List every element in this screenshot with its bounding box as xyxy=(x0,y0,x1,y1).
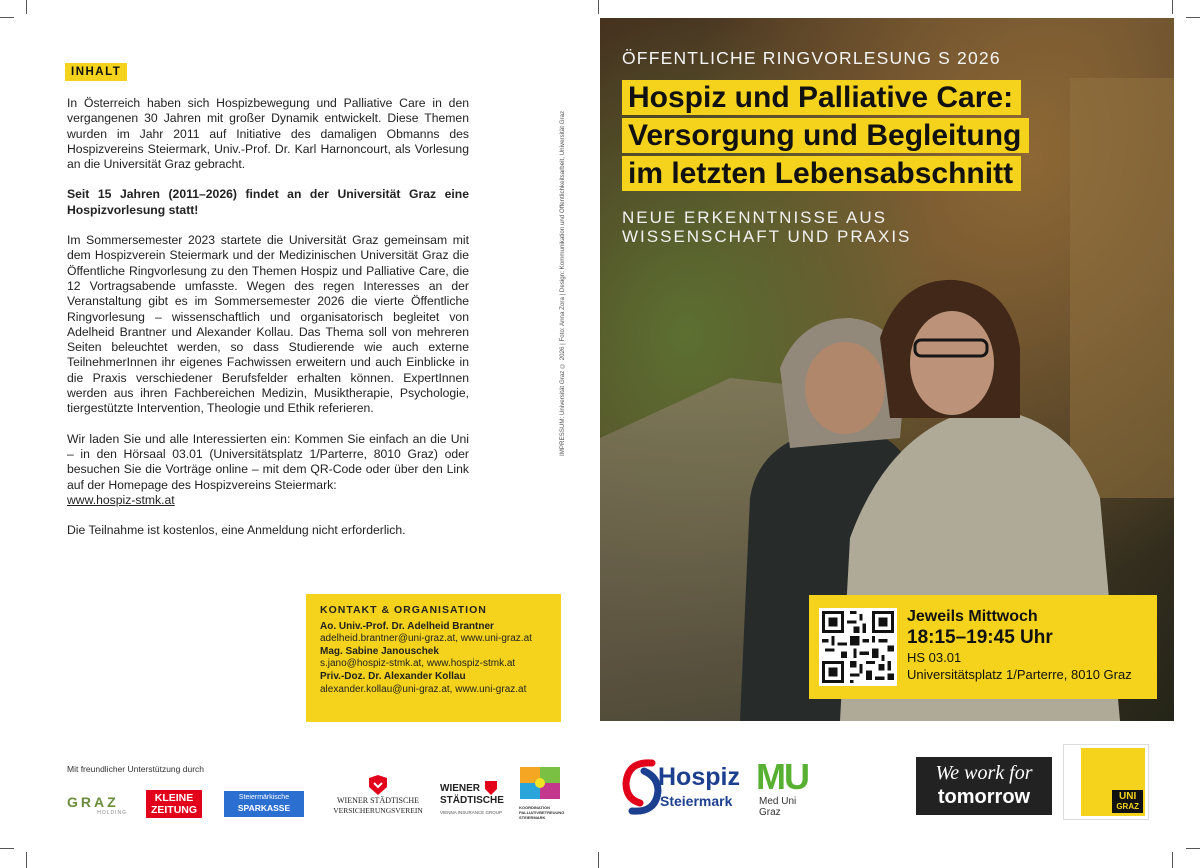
crop-mark xyxy=(1186,848,1200,849)
contact-detail: alexander.kollau@uni-graz.at, www.uni-graz.at xyxy=(320,683,527,695)
ws-versicherungsverein-logo xyxy=(318,774,438,822)
we-work-for-tomorrow-logo xyxy=(916,757,1052,815)
ws-emblem-icon xyxy=(367,774,389,796)
subhead-line-1: NEUE ERKENNTNISSE AUS xyxy=(622,208,887,227)
schedule-time: 18:15–19:45 Uhr xyxy=(907,627,1053,648)
meduni-graz-logo xyxy=(756,758,828,820)
paragraph-intro: In Österreich haben sich Hospizbewegung und Palliative Care in den vergangenen 30 Jahren mit großer Dynamik entwickelt. Diese Themen wurden im Jahr 2011 auf Initiative des damaligen Obmanns des Hospizvereins Steiermark, Univ.-Prof. Dr. Karl Harnoncourt, als Vorlesung an die Universität Graz gebracht. xyxy=(67,96,469,172)
contact-detail: s.jano@hospiz-stmk.at, www.hospiz-stmk.at xyxy=(320,658,516,670)
hospiz-emblem-icon xyxy=(622,757,662,817)
headline-line-2: Versorgung und Begleitung xyxy=(622,118,1029,153)
uni-text: UNI xyxy=(1119,791,1137,802)
kpv-line-3: STEIERMARK xyxy=(519,815,546,820)
crop-mark xyxy=(1172,0,1173,14)
hospiz-link[interactable]: www.hospiz-stmk.at xyxy=(67,492,175,507)
ws-shield-icon xyxy=(484,780,498,796)
meduni-city: Graz xyxy=(759,807,781,818)
crop-mark xyxy=(1172,852,1173,868)
contact-title: KONTAKT & ORGANISATION xyxy=(320,604,487,616)
puzzle-icon xyxy=(519,766,561,800)
hospiz-region: Steiermark xyxy=(660,793,733,809)
schedule-box xyxy=(809,595,1157,699)
contact-name: Mag. Sabine Janouschek xyxy=(320,645,439,657)
palliativ-koordination-logo xyxy=(519,766,565,822)
support-label: Mit freundlicher Unterstützung durch xyxy=(67,764,205,774)
subheadline xyxy=(622,209,911,246)
ws-verein-line-2: VERSICHERUNGSVEREIN xyxy=(333,806,423,815)
sparkasse-logo xyxy=(224,791,304,817)
contact-detail: adelheid.brantner@uni-graz.at, www.uni-graz.at xyxy=(320,633,532,645)
kpv-line-1: KOORDINATION xyxy=(519,805,551,810)
contact-name: Priv.-Doz. Dr. Alexander Kollau xyxy=(320,670,466,682)
series-kicker: ÖFFENTLICHE RINGVORLESUNG S 2026 xyxy=(622,48,1001,68)
contact-name: Ao. Univ.-Prof. Dr. Adelheid Brantner xyxy=(320,620,494,632)
kleine-text: KLEINE xyxy=(154,792,194,804)
hospiz-steiermark-logo xyxy=(622,757,746,819)
graz-logo-text: GRAZ xyxy=(67,794,119,810)
subhead-line-2: WISSENSCHAFT UND PRAXIS xyxy=(622,226,912,246)
headline xyxy=(622,80,1029,194)
schedule-address: Universitätsplatz 1/Parterre, 8010 Graz xyxy=(907,667,1132,682)
graz-text: GRAZ xyxy=(1116,802,1139,811)
uni-graz-stripe xyxy=(1067,748,1081,816)
invitation-text: Wir laden Sie und alle Interessierten ein: Kommen Sie einfach an die Uni – in den Hörsaal 03.01 (Universitätsplatz 1/Parterre, 8010 Graz) oder besuchen Sie die Vorträge online – mit dem QR-Code oder über den Link auf der Homepage des Hospizvereins Steiermark: xyxy=(67,431,469,492)
meduni-mark: MU xyxy=(756,756,808,797)
slogan-line-2: tomorrow xyxy=(937,786,1031,808)
wiener-staedtische-logo xyxy=(440,780,502,820)
ws-line-2: STÄDTISCHE xyxy=(440,795,504,806)
graz-logo-sub: HOLDING xyxy=(97,810,127,816)
ws-line-1: WIENER xyxy=(440,783,480,794)
imprint-text: IMPRESSUM: Universität Graz © 2026 | Foto: Anna Zora | Design: Kommunikation und Öffentlichkeitsarbeit, Universität Graz xyxy=(559,110,566,456)
headline-line-3: im letzten Lebensabschnitt xyxy=(622,156,1021,191)
kleine-zeitung-logo xyxy=(146,790,202,818)
uni-graz-logo xyxy=(1064,745,1148,819)
paragraph-admission: Die Teilnahme ist kostenlos, eine Anmeldung nicht erforderlich. xyxy=(67,523,406,538)
paragraph-highlight: Seit 15 Jahren (2011–2026) findet an der Universität Graz eine Hospizvorlesung statt! xyxy=(67,187,469,217)
paragraph-description: Im Sommersemester 2023 startete die Universität Graz gemeinsam mit dem Hospizverein Steiermark und der Medizinischen Universität Graz die Öffentliche Ringvorlesung zu den Themen Hospiz und Palliative Care, die 12 Vortragsabende umfasste. Wegen des regen Interesses an der Veranstaltung gibt es im Sommersemester 2026 die vierte Öffentliche Ringvorlesung – wissenschaftlich und organisatorisch begleitet von Adelheid Brantner und Alexander Kollau. Das Thema soll von mehreren Seiten beleuchtet werden, so dass Studierende wie auch externe TeilnehmerInnen ihr eigenes Fachwissen erweitern und auch Einblicke in die Praxis verschiedener Berufsfelder erhalten können. ExpertInnen werden aus ihren Fachbereichen Medizin, Musiktherapie, Psychologie, tiergestützte Intervention, Theologie und Ethik referieren. xyxy=(67,233,469,416)
kpv-line-2: PALLIATIVBETREUUNG xyxy=(519,810,565,815)
meduni-name: Med Uni xyxy=(759,796,797,807)
paragraph-invitation xyxy=(67,432,469,508)
hospiz-name: Hospiz xyxy=(658,763,740,791)
sparkasse-line-1: Steiermärkische xyxy=(238,794,290,801)
schedule-room: HS 03.01 xyxy=(907,650,962,665)
ws-verein-line-1: WIENER STÄDTISCHE xyxy=(337,796,419,805)
right-panel xyxy=(600,18,1174,721)
body-text xyxy=(67,96,469,553)
graz-holding-logo xyxy=(67,794,127,816)
uni-graz-label xyxy=(1112,790,1143,813)
schedule-day: Jeweils Mittwoch xyxy=(907,608,1038,625)
slogan-line-1: We work for xyxy=(935,762,1033,784)
ws-line-3: VIENNA INSURANCE GROUP xyxy=(440,810,503,815)
schedule-text xyxy=(907,607,1132,683)
contact-box xyxy=(306,594,561,722)
sparkasse-line-2: SPARKASSE xyxy=(237,803,291,813)
qr-code[interactable] xyxy=(819,608,897,686)
zeitung-text: ZEITUNG xyxy=(150,804,198,816)
section-label: INHALT xyxy=(65,63,127,81)
headline-line-1: Hospiz und Palliative Care: xyxy=(622,80,1021,115)
crop-mark xyxy=(1186,17,1200,18)
